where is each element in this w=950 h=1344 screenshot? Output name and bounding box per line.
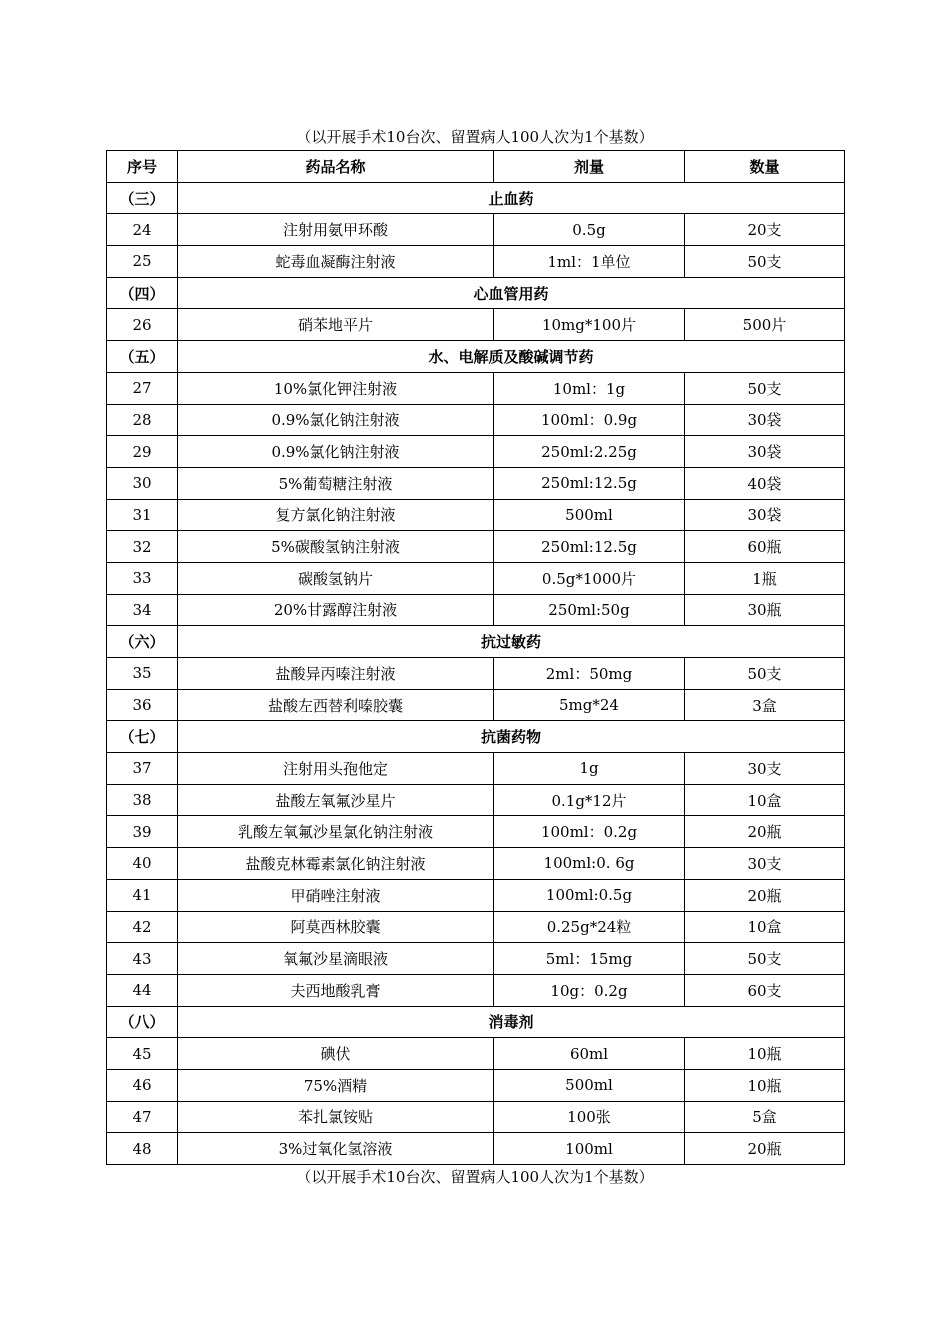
drug-name: 注射用氨甲环酸	[178, 214, 494, 246]
medicine-table	[106, 150, 845, 1165]
quantity: 500片	[685, 309, 845, 341]
quantity: 20瓶	[685, 1133, 845, 1165]
section-row	[107, 182, 845, 214]
drug-name: 甲硝唑注射液	[178, 879, 494, 911]
drug-name: 盐酸异丙嗪注射液	[178, 658, 494, 690]
quantity: 40袋	[685, 467, 845, 499]
section-title: 水、电解质及酸碱调节药	[178, 341, 845, 373]
quantity: 10瓶	[685, 1038, 845, 1070]
table-body	[107, 182, 845, 1164]
quantity: 10盒	[685, 784, 845, 816]
section-title: 抗菌药物	[178, 721, 845, 753]
drug-name: 75%酒精	[178, 1069, 494, 1101]
dosage: 10g：0.2g	[494, 974, 685, 1006]
row-index: 44	[107, 974, 178, 1006]
quantity: 30支	[685, 753, 845, 785]
table-row	[107, 753, 845, 785]
drug-name: 盐酸左西替利嗪胶囊	[178, 689, 494, 721]
dosage: 0.25g*24粒	[494, 911, 685, 943]
table-row	[107, 499, 845, 531]
dosage: 2ml：50mg	[494, 658, 685, 690]
table-row	[107, 309, 845, 341]
drug-name: 复方氯化钠注射液	[178, 499, 494, 531]
table-row	[107, 594, 845, 626]
table-row	[107, 879, 845, 911]
quantity: 30袋	[685, 499, 845, 531]
table-row	[107, 911, 845, 943]
quantity: 30袋	[685, 436, 845, 468]
section-title: 抗过敏药	[178, 626, 845, 658]
row-index: 48	[107, 1133, 178, 1165]
dosage: 5mg*24	[494, 689, 685, 721]
drug-name: 注射用头孢他定	[178, 753, 494, 785]
drug-name: 碘伏	[178, 1038, 494, 1070]
table-row	[107, 784, 845, 816]
row-index: 33	[107, 562, 178, 594]
section-label: （四）	[107, 277, 178, 309]
quantity: 30袋	[685, 404, 845, 436]
quantity: 30瓶	[685, 594, 845, 626]
dosage: 100ml：0.2g	[494, 816, 685, 848]
quantity: 60支	[685, 974, 845, 1006]
drug-name: 5%葡萄糖注射液	[178, 467, 494, 499]
row-index: 41	[107, 879, 178, 911]
header-drug-name: 药品名称	[178, 151, 494, 183]
row-index: 25	[107, 246, 178, 278]
row-index: 31	[107, 499, 178, 531]
table-row	[107, 1069, 845, 1101]
dosage: 100ml：0.9g	[494, 404, 685, 436]
quantity: 20瓶	[685, 816, 845, 848]
quantity: 30支	[685, 848, 845, 880]
drug-name: 盐酸左氧氟沙星片	[178, 784, 494, 816]
row-index: 35	[107, 658, 178, 690]
row-index: 27	[107, 372, 178, 404]
section-label: （六）	[107, 626, 178, 658]
drug-name: 盐酸克林霉素氯化钠注射液	[178, 848, 494, 880]
row-index: 24	[107, 214, 178, 246]
table-row	[107, 1038, 845, 1070]
row-index: 34	[107, 594, 178, 626]
drug-name: 硝苯地平片	[178, 309, 494, 341]
quantity: 50支	[685, 372, 845, 404]
table-row	[107, 404, 845, 436]
dosage: 250ml:12.5g	[494, 467, 685, 499]
drug-name: 0.9%氯化钠注射液	[178, 404, 494, 436]
dosage: 100张	[494, 1101, 685, 1133]
dosage: 1ml：1单位	[494, 246, 685, 278]
table-row	[107, 214, 845, 246]
row-index: 26	[107, 309, 178, 341]
dosage: 10mg*100片	[494, 309, 685, 341]
quantity: 50支	[685, 246, 845, 278]
table-row	[107, 816, 845, 848]
dosage: 100ml:0.5g	[494, 879, 685, 911]
header-dosage: 剂量	[494, 151, 685, 183]
row-index: 38	[107, 784, 178, 816]
row-index: 29	[107, 436, 178, 468]
quantity: 20支	[685, 214, 845, 246]
section-title: 消毒剂	[178, 1006, 845, 1038]
table-row	[107, 372, 845, 404]
dosage: 0.5g*1000片	[494, 562, 685, 594]
quantity: 1瓶	[685, 562, 845, 594]
row-index: 40	[107, 848, 178, 880]
table-row	[107, 848, 845, 880]
dosage: 250ml:50g	[494, 594, 685, 626]
section-row	[107, 626, 845, 658]
drug-name: 乳酸左氧氟沙星氯化钠注射液	[178, 816, 494, 848]
quantity: 3盒	[685, 689, 845, 721]
table-row	[107, 1133, 845, 1165]
table-caption-top: （以开展手术10台次、留置病人100人次为1个基数）	[296, 128, 654, 146]
row-index: 30	[107, 467, 178, 499]
table-row	[107, 562, 845, 594]
header-quantity: 数量	[685, 151, 845, 183]
dosage: 0.1g*12片	[494, 784, 685, 816]
table-row	[107, 974, 845, 1006]
dosage: 60ml	[494, 1038, 685, 1070]
section-row	[107, 721, 845, 753]
drug-name: 5%碳酸氢钠注射液	[178, 531, 494, 563]
dosage: 100ml	[494, 1133, 685, 1165]
table-row	[107, 943, 845, 975]
section-row	[107, 341, 845, 373]
drug-name: 阿莫西林胶囊	[178, 911, 494, 943]
quantity: 10盒	[685, 911, 845, 943]
quantity: 50支	[685, 943, 845, 975]
header-index: 序号	[107, 151, 178, 183]
dosage: 500ml	[494, 1069, 685, 1101]
section-label: （八）	[107, 1006, 178, 1038]
row-index: 43	[107, 943, 178, 975]
row-index: 36	[107, 689, 178, 721]
drug-name: 3%过氧化氢溶液	[178, 1133, 494, 1165]
table-caption-bottom: （以开展手术10台次、留置病人100人次为1个基数）	[296, 1168, 654, 1186]
row-index: 28	[107, 404, 178, 436]
drug-name: 10%氯化钾注射液	[178, 372, 494, 404]
dosage: 250ml:2.25g	[494, 436, 685, 468]
quantity: 20瓶	[685, 879, 845, 911]
table-row	[107, 467, 845, 499]
drug-name: 20%甘露醇注射液	[178, 594, 494, 626]
dosage: 10ml：1g	[494, 372, 685, 404]
drug-name: 0.9%氯化钠注射液	[178, 436, 494, 468]
section-title: 心血管用药	[178, 277, 845, 309]
table-row	[107, 436, 845, 468]
dosage: 5ml：15mg	[494, 943, 685, 975]
section-label: （五）	[107, 341, 178, 373]
row-index: 47	[107, 1101, 178, 1133]
quantity: 10瓶	[685, 1069, 845, 1101]
drug-name: 碳酸氢钠片	[178, 562, 494, 594]
header-row	[107, 151, 845, 183]
dosage: 500ml	[494, 499, 685, 531]
drug-name: 夫西地酸乳膏	[178, 974, 494, 1006]
table-row	[107, 689, 845, 721]
table-row	[107, 1101, 845, 1133]
drug-name: 苯扎氯铵贴	[178, 1101, 494, 1133]
drug-name: 氧氟沙星滴眼液	[178, 943, 494, 975]
row-index: 45	[107, 1038, 178, 1070]
quantity: 5盒	[685, 1101, 845, 1133]
row-index: 42	[107, 911, 178, 943]
section-label: （七）	[107, 721, 178, 753]
dosage: 250ml:12.5g	[494, 531, 685, 563]
table-row	[107, 658, 845, 690]
quantity: 60瓶	[685, 531, 845, 563]
dosage: 0.5g	[494, 214, 685, 246]
section-row	[107, 1006, 845, 1038]
row-index: 32	[107, 531, 178, 563]
drug-name: 蛇毒血凝酶注射液	[178, 246, 494, 278]
section-title: 止血药	[178, 182, 845, 214]
section-label: （三）	[107, 182, 178, 214]
table-row	[107, 246, 845, 278]
dosage: 100ml:0. 6g	[494, 848, 685, 880]
dosage: 1g	[494, 753, 685, 785]
row-index: 37	[107, 753, 178, 785]
section-row	[107, 277, 845, 309]
row-index: 46	[107, 1069, 178, 1101]
quantity: 50支	[685, 658, 845, 690]
table-row	[107, 531, 845, 563]
row-index: 39	[107, 816, 178, 848]
